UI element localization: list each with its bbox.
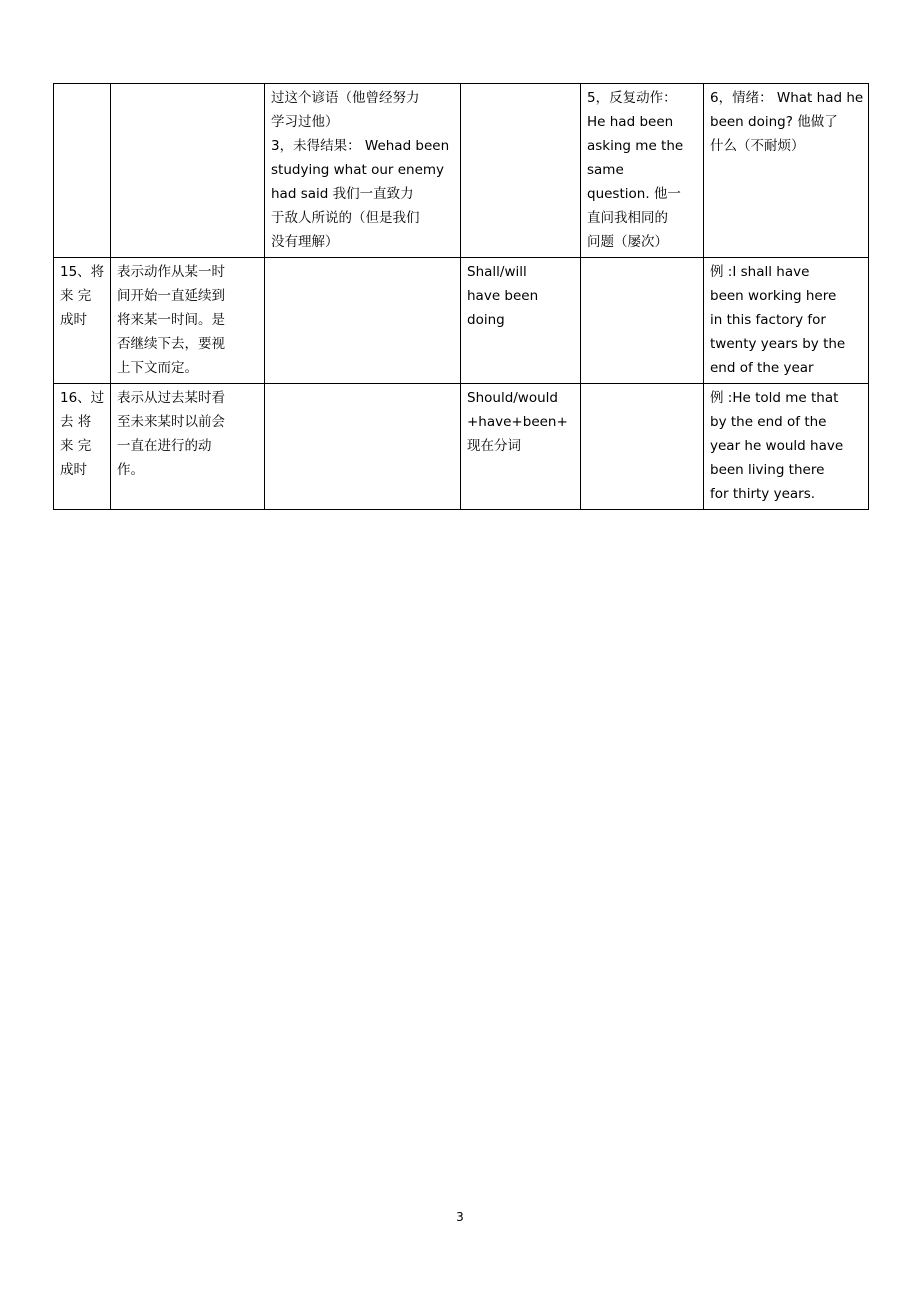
cell-text-line: 间开始一直延续到: [117, 288, 225, 304]
cell-text-line: 例 :He told me that: [710, 390, 839, 406]
cell-text-line: 否继续下去，要视: [117, 336, 225, 352]
cell-text-line: studying what our enemy: [271, 162, 445, 178]
table-row: [54, 84, 869, 258]
cell-text-line: 学习过他）: [271, 114, 339, 130]
tense-name-cell: [54, 84, 111, 258]
cell-text-line: 一直在进行的动: [117, 438, 212, 454]
cell-text-line: for thirty years.: [710, 486, 816, 502]
cell-text-line: 没有理解）: [271, 234, 339, 250]
cell-text-line: 5，反复动作：: [587, 90, 677, 106]
cell-text-line: same: [587, 162, 624, 178]
cell-text-line: 问题（屡次）: [587, 234, 668, 250]
cell-text-line: had said 我们一直致力: [271, 186, 414, 202]
cell-text-line: 上下文而定。: [117, 360, 198, 376]
usage-notes-cell: [265, 84, 461, 258]
cell-text-line: 现在分词: [467, 438, 521, 454]
cell-text-line: 作。: [117, 462, 144, 478]
example-cell: [704, 84, 869, 258]
cell-text-line: 来 完: [60, 288, 92, 304]
structure-cell: [461, 84, 581, 258]
tense-name-cell: [54, 258, 111, 384]
cell-text-line: 3，未得结果： Wehad been: [271, 138, 450, 154]
cell-text-line: 去 将: [60, 414, 92, 430]
cell-text-line: been living there: [710, 462, 825, 478]
structure-cell: [461, 384, 581, 510]
cell-text-line: 成时: [60, 462, 87, 478]
usage-notes-cell: [265, 384, 461, 510]
cell-text-line: Shall/will: [467, 264, 527, 280]
cell-text-line: 例 :I shall have: [710, 264, 810, 280]
cell-text-line: 表示从过去某时看: [117, 390, 225, 406]
usage-notes-cell: [265, 258, 461, 384]
cell-text-line: 成时: [60, 312, 87, 328]
cell-text-line: been working here: [710, 288, 837, 304]
tense-name-cell: [54, 384, 111, 510]
cell-text-line: twenty years by the: [710, 336, 846, 352]
grammar-table: [53, 83, 869, 510]
table-row: [54, 384, 869, 510]
cell-text-line: 直问我相同的: [587, 210, 668, 226]
cell-text-line: doing: [467, 312, 505, 328]
cell-text-line: end of the year: [710, 360, 814, 376]
cell-text-line: 表示动作从某一时: [117, 264, 225, 280]
cell-text-line: by the end of the: [710, 414, 827, 430]
cell-text-line: in this factory for: [710, 312, 826, 328]
cell-text-line: question. 他一: [587, 186, 681, 202]
cell-text-line: 过这个谚语（他曾经努力: [271, 90, 420, 106]
description-cell: [111, 384, 265, 510]
description-cell: [111, 258, 265, 384]
table-row: [54, 258, 869, 384]
example-cell: [704, 384, 869, 510]
usage-cell: [581, 384, 704, 510]
cell-text-line: +have+been+: [467, 414, 568, 430]
cell-text-line: been doing? 他做了: [710, 114, 838, 130]
cell-text-line: 什么（不耐烦）: [710, 138, 805, 154]
usage-cell: [581, 84, 704, 258]
cell-text-line: year he would have: [710, 438, 844, 454]
example-cell: [704, 258, 869, 384]
usage-cell: [581, 258, 704, 384]
cell-text-line: 至未来某时以前会: [117, 414, 225, 430]
cell-text-line: 15、将: [60, 264, 105, 280]
cell-text-line: 来 完: [60, 438, 92, 454]
cell-text-line: 6，情绪： What had he: [710, 90, 864, 106]
cell-text-line: have been: [467, 288, 539, 304]
description-cell: [111, 84, 265, 258]
page-number: 3: [456, 1210, 464, 1224]
cell-text-line: He had been: [587, 114, 674, 130]
cell-text-line: asking me the: [587, 138, 684, 154]
structure-cell: [461, 258, 581, 384]
cell-text-line: 于敌人所说的（但是我们: [271, 210, 420, 226]
cell-text-line: Should/would: [467, 390, 558, 406]
cell-text-line: 16、过: [60, 390, 105, 406]
cell-text-line: 将来某一时间。是: [117, 312, 225, 328]
